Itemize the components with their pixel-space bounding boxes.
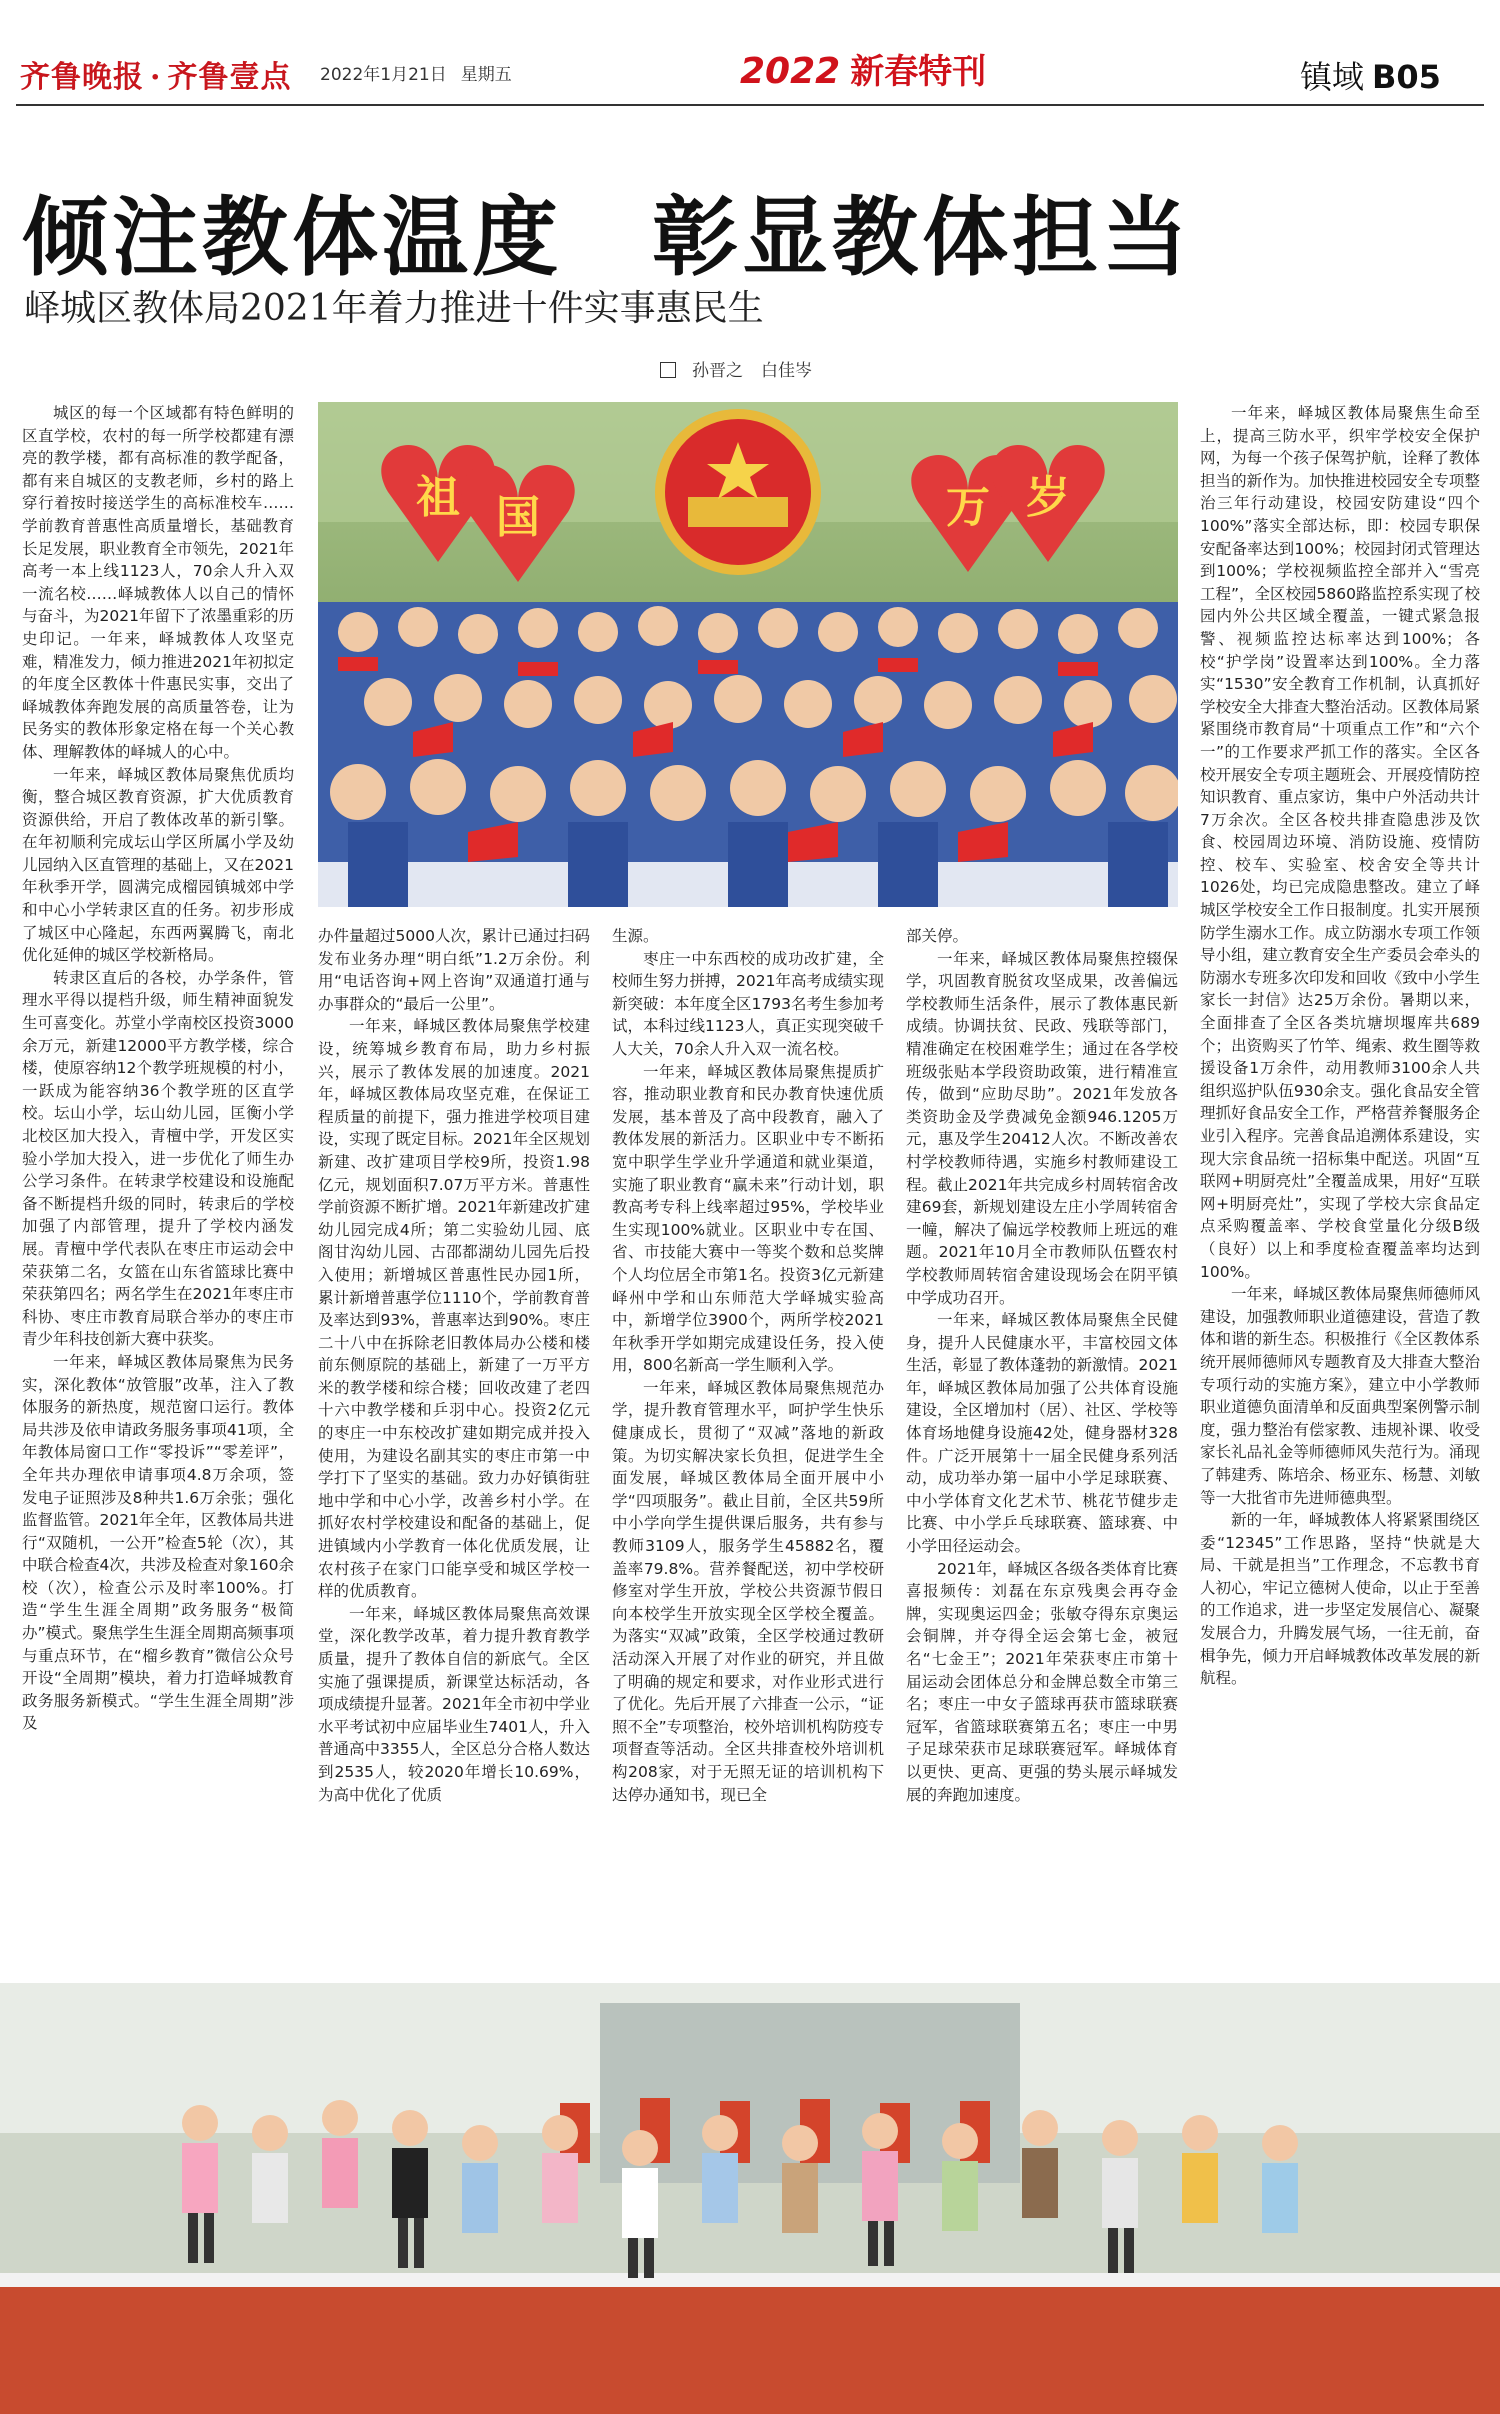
special-year: 2022: [740, 51, 841, 92]
special-label: 新春特刊: [850, 52, 987, 92]
date-text: 2022年1月21日: [320, 65, 447, 85]
paragraph: 一年来，峄城区教体局聚焦规范办学，提升教育管理水平，呵护学生快乐健康成长，贯彻了“双减”落地的新政策。为切实解决家长负担，促进学生全面发展，峄城区教体局全面开展中小学“四项服务”。截止目前，全区共59所中小学向学生提供课后服务，共有参与教师3109人，服务学生45882名，覆盖率79.8%。营养餐配送，初中学校研修室对学生开放，学校公共资源节假日向本校学生开放实现全区学校全覆盖。为落实“双减”政策，全区学校通过教研活动深入开展了对作业的研究，并且做了明确的规定和要求，对作业形式进行了优化。先后开展了六排查一公示，“证照不全”专项整治，校外培训机构防疫专项督查等活动。全区共排查校外培训机构208家，对于无照无证的培训机构下达停办通知书，现已全: [612, 1378, 884, 1804]
author-name: 白佳岑: [761, 361, 812, 381]
special-edition-label: [740, 44, 986, 93]
article-title: 倾注教体温度 彰显教体担当: [22, 187, 1192, 288]
article-subtitle: 峄城区教体局2021年着力推进十件实事惠民生: [24, 288, 764, 329]
photo-illustration: [0, 1983, 1500, 2414]
paragraph: 新的一年，峄城教体人将紧紧围绕区委“12345”工作思路，坚持“快就是大局、干就是担当”工作理念，不忘教书育人初心，牢记立德树人使命，以止于至善的工作追求，进一步坚定发展信心、凝聚发展合力，升腾发展气场，一往无前，奋楫争先，倾力开启峄城教体改革发展的新航程。: [1200, 1511, 1480, 1688]
children-running-photo: [0, 1983, 1500, 2414]
banner-char: 国: [496, 492, 540, 543]
article-column-1: [22, 402, 294, 1964]
section-name: 镇域: [1300, 58, 1365, 96]
newspaper-logo: [20, 52, 291, 96]
paragraph: 2021年，峄城区各级各类体育比赛喜报频传：刘磊在东京残奥会再夺金牌，实现奥运四金；张敏夺得东京奥运会铜牌，并夺得全运会第七金，被冠名“七金王”；2021年荣获枣庄市第十届运动会团体总分和金牌总数全市第三名；枣庄一中女子篮球再获市篮球联赛冠军，省篮球联赛第五名；枣庄一中男子足球荣获市足球联赛冠军。峄城体育以更快、更高、更强的势头展示峄城发展的奔跑加速度。: [906, 1559, 1178, 1804]
article-column-4: [906, 925, 1178, 1963]
paragraph: 一年来，峄城区教体局聚焦优质均衡，整合城区教育资源，扩大优质教育资源供给，开启了教体改革的新引擎。在年初顺利完成坛山学区所属小学及幼儿园纳入区直管理的基础上，又在2021年秋季开学，圆满完成榴园镇城郊中学和中心小学转隶区直的任务。初步形成了城区中心隆起，东西两翼腾飞，南北优化延伸的城区学校新格局。: [22, 765, 294, 965]
paragraph: 办件量超过5000人次，累计已通过扫码发布业务办理“明白纸”1.2万余份。利用“电话咨询+网上咨询”双通道打通与办事群众的“最后一公里”。: [318, 927, 590, 1013]
paragraph: 一年来，峄城区教体局聚焦全民健身，提升人民健康水平，丰富校园文体生活，彰显了教体蓬勃的新激情。2021年，峄城区教体局加强了公共体育设施建设，全区增加村（居）、社区、学校等体育场地健身设施42处，健身器材328件。广泛开展第十一届全民健身系列活动，成功举办第一届中小学足球联赛、中小学体育文化艺术节、桃花节健步走比赛、中小学乒乓球联赛、篮球赛、中小学田径运动会。: [906, 1311, 1178, 1556]
paragraph: 一年来，峄城区教体局聚焦高效课堂，深化教学改革，着力提升教育教学质量，提升了教体自信的新底气。全区实施了强课提质，新课堂达标活动，各项成绩提升显著。2021年全市初中学业水平考试初中应届毕业生7401人，升入普通高中3355人，全区总分合格人数达到2535人，较2020年增长10.69%，为高中优化了优质: [318, 1604, 590, 1804]
byline: [660, 356, 830, 381]
paragraph: 城区的每一个区域都有特色鲜明的区直学校，农村的每一所学校都建有漂亮的教学楼，都有高标准的教学配备，都有来自城区的支教老师，乡村的路上穿行着按时接送学生的高标准校车……学前教育普惠性高质量增长，基础教育长足发展，职业教育全市领先，2021年高考一本上线1123人，70余人升入双一流名校……峄城教体人以自己的情怀与奋斗，为2021年留下了浓墨重彩的历史印记。一年来，峄城教体人攻坚克难，精准发力，倾力推进2021年初拟定的年度全区教体十件惠民实事，交出了峄城教体奔跑发展的高质量答卷，让为民务实的教体形象定格在每一个关心教体、理解教体的峄城人的心中。: [22, 404, 294, 761]
paragraph: 一年来，峄城区教体局聚焦师德师风建设，加强教师职业道德建设，营造了教体和谐的新生态。积极推行《全区教体系统开展师德师风专题教育及大排查大整治专项行动的实施方案》，建立中小学教师职业道德负面清单和反面典型案例警示制度，强力整治有偿家教、违规补课、收受家长礼品礼金等师德师风失范行为。涌现了韩建秀、陈培余、杨亚东、杨慧、刘敏等一大批省市先进师德典型。: [1200, 1285, 1480, 1507]
weekday-text: 星期五: [460, 65, 512, 85]
paragraph: 部关停。: [906, 927, 969, 945]
article-column-3: [612, 925, 884, 1963]
students-celebration-photo: [318, 402, 1178, 907]
banner-char: 岁: [1026, 472, 1070, 523]
paragraph: 枣庄一中东西校的成功改扩建，全校师生努力拼搏，2021年高考成绩实现新突破：本年度全区1793名考生参加考试，本科过线1123人，真正实现突破千人大关，70余人升入双一流名校。: [612, 949, 884, 1058]
byline-marker-icon: [660, 362, 676, 378]
masthead: [0, 0, 1500, 110]
paragraph: 一年来，峄城区教体局聚焦学校建设，统筹城乡教育布局，助力乡村振兴，展示了教体发展的加速度。2021年，峄城区教体局攻坚克难，在保证工程质量的前提下，强力推进学校项目建设，实现了既定目标。2021年全区规划新建、改扩建项目学校9所，投资1.98亿元，规划面积7.07万平方米。普惠性学前资源不断扩增。2021年新建改扩建幼儿园完成4所；第二实验幼儿园、底阁甘沟幼儿园、古邵都湖幼儿园先后投入使用；新增城区普惠性民办园1所，累计新增普惠学位1110个，学前教育普及率达到93%，普惠率达到90%。枣庄二十八中在拆除老旧教体局办公楼和楼前东侧原院的基础上，新建了一万平方米的教学楼和综合楼；回收改建了老四十六中教学楼和乒羽中心。投资2亿元的枣庄一中东校改扩建如期完成并投入使用，为建设名副其实的枣庄市第一中学打下了坚实的基础。致力办好镇街驻地中学和中心小学，改善乡村小学。在抓好农村学校建设和配备的基础上，促进镇域内小学教育一体化优质发展，让农村孩子在家门口能享受和城区学校一样的优质教育。: [318, 1017, 590, 1601]
students-crowd: [318, 602, 1178, 907]
banner-char: 祖: [416, 472, 460, 523]
paragraph: 转隶区直后的各校，办学条件，管理水平得以提档升级，师生精神面貌发生可喜变化。苏堂小学南校区投资3000余万元，新建12000平方教学楼，综合楼，使原容纳12个教学班规模的村小，一跃成为能容纳36个教学班的区直学校。坛山小学，坛山幼儿园，匡衡小学北校区加大投入，青檀中学，开发区实验小学加大投入，进一步优化了师生办公学习条件。在转隶学校建设和设施配备不断提档升级的同时，转隶后的学校加强了内部管理，提升了学校内涵发展。青檀中学代表队在枣庄市运动会中荣获第二名，女篮在山东省篮球比赛中荣获第四名；两名学生在2021年枣庄市科协、枣庄市教育局联合举办的枣庄市青少年科技创新大赛中获奖。: [22, 968, 294, 1349]
logo-paper-name: 齐鲁晚报: [20, 60, 144, 95]
paragraph: 一年来，峄城区教体局聚焦控辍保学，巩固教育脱贫攻坚成果，改善偏远学校教师生活条件，展示了教体惠民新成绩。协调扶贫、民政、残联等部门，精准确定在校困难学生；通过在各学校班级张贴本学段资助政策，进行精准宣传，做到“应助尽助”。2021年发放各类资助金及学费减免金额946.1205万元，惠及学生20412人次。不断改善农村学校教师待遇，实施乡村教师建设工程。截止2021年共完成乡村周转宿舍改建69套，新规划建设左庄小学周转宿舍一幢，解决了偏远学校教师上班远的难题。2021年10月全市教师队伍暨农村学校教师周转宿舍建设现场会在阴平镇中学成功召开。: [906, 949, 1178, 1307]
banner-char: 万: [946, 482, 990, 533]
paragraph: 一年来，峄城区教体局聚焦生命至上，提高三防水平，织牢学校安全保护网，为每一个孩子保驾护航，诠释了教体担当的新作为。加快推进校园安全专项整治三年行动建设，校园安防建设“四个100%”落实全部达标，即：校园专职保安配备率达到100%；校园封闭式管理达到100%；学校视频监控全部并入“雪亮工程”，全区校园5860路监控系实现了校园内外公共区域全覆盖，一键式紧急报警、视频监控达标率达到100%；各校“护学岗”设置率达到100%。全力落实“1530”安全教育工作机制，认真抓好学校安全大排查大整治活动。区教体局紧紧围绕市教育局“十项重点工作”和“六个一”的工作要求严抓工作的落实。全区各校开展安全专项主题班会、开展疫情防控知识教育、重点家访，集中户外活动共计7万余次。全区各校共排查隐患涉及饮食、校园周边环境、消防设施、疫情防控、校车、实验室、校舍安全等共计1026处，均已完成隐患整改。建立了峄城区学校安全工作日报制度。扎实开展预防学生溺水工作。成立防溺水专项工作领导小组，建立教育安全生产委员会牵头的防溺水专班多次印发和回收《致中小学生家长一封信》达25万余份。暑期以来，全面排查了全区各类坑塘坝堰库共689个；出资购买了竹竿、绳索、救生圈等救援设备1万余件，动用教师3100余人共组织巡护队伍930余支。强化食品安全管理抓好食品安全工作，严格营养餐服务企业引入程序。完善食品追溯体系建设，实现大宗食品统一招标集中配送。巩固“互联网+明厨亮灶”全覆盖成果，用好“互联网+明厨亮灶”，实现了学校大宗食品定点采购覆盖率、学校食堂量化分级B级（良好）以上和季度检查覆盖率均达到100%。: [1200, 404, 1480, 1281]
photo-illustration: [318, 402, 1178, 907]
issue-date: [320, 60, 526, 85]
national-emblem: [660, 414, 816, 570]
paragraph: 生源。: [612, 927, 659, 945]
paragraph: 一年来，峄城区教体局聚焦为民务实，深化教体“放管服”改革，注入了教体服务的新热度，规范窗口运行。教体局共涉及依申请政务服务事项41项，全年教体局窗口工作“零投诉”“零差评”，全年共办理依申请事项4.8万余项，签发电子证照涉及8种共1.6万余张；强化监督监管。2021年全年，区教体局共进行“双随机，一公开”检查5轮（次），其中联合检查4次，共涉及检查对象160余校（次），检查公示及时率100%。打造“学生生涯全周期”政务服务“极简办”模式。聚焦学生生涯全周期高频事项与重点环节，在“榴乡教育”微信公众号开设“全周期”模块，着力打造峄城教育政务服务新模式。“学生生涯全周期”涉及: [22, 1352, 294, 1733]
article-column-5: [1200, 402, 1480, 1964]
header-rule: [16, 104, 1484, 106]
page-section: [1300, 52, 1441, 98]
article-column-2: [318, 925, 590, 1963]
logo-app-name: 齐鲁壹点: [167, 60, 292, 95]
logo-separator: ·: [150, 60, 162, 95]
author-name: 孙晋之: [692, 361, 743, 381]
paragraph: 一年来，峄城区教体局聚焦提质扩容，推动职业教育和民办教育快速优质发展，基本普及了高中段教育，融入了教体发展的新活力。区职业中专不断拓宽中职学生学业升学通道和就业渠道，实施了职业教育“赢未来”行动计划，职教高考专科上线率超过95%，学校毕业生实现100%就业。区职业中专在国、省、市技能大赛中一等奖个数和总奖牌个人均位居全市第1名。投资3亿元新建峄州中学和山东师范大学峄城实验高中，新增学位3900个，两所学校2021年秋季开学如期完成建设任务，投入使用，800名新高一学生顺利入学。: [612, 1062, 884, 1375]
page-number: B05: [1372, 58, 1441, 96]
